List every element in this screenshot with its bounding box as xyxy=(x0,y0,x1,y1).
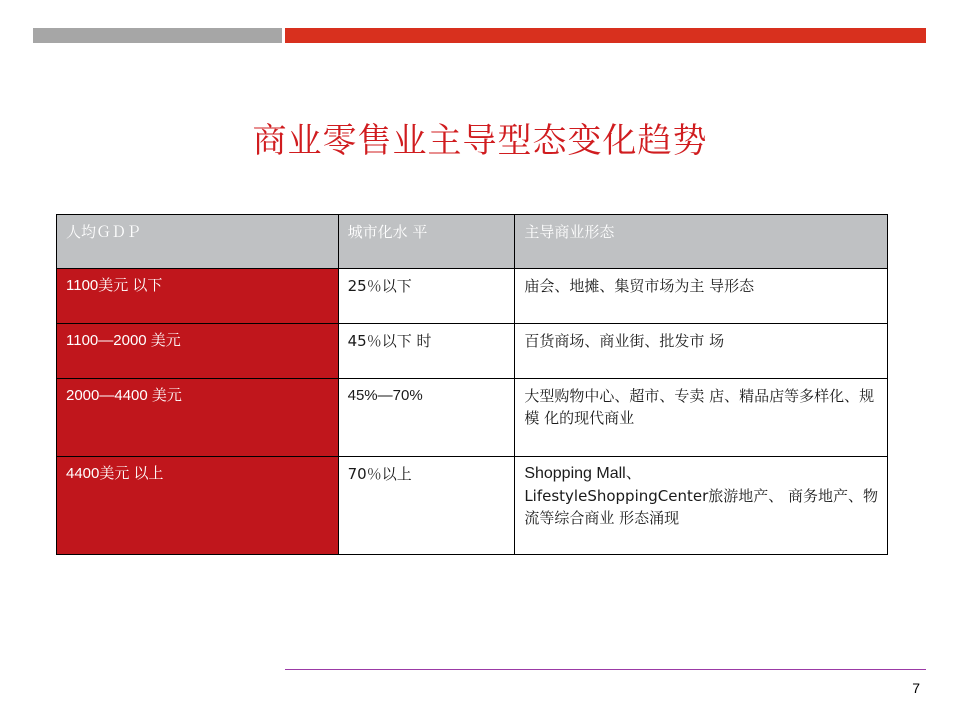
gdp-cell: 2000—4400 美元 xyxy=(57,379,339,457)
business-form-cell: 大型购物中心、超市、专卖 店、精品店等多样化、规模 化的现代商业 xyxy=(515,379,888,457)
retail-form-table xyxy=(56,214,888,555)
table-row xyxy=(57,379,888,457)
urbanization-cell: 70％以上 xyxy=(338,457,515,555)
business-form-cell xyxy=(515,457,888,555)
table-row xyxy=(57,324,888,379)
slide-title: 商业零售业主导型态变化趋势 xyxy=(252,121,708,161)
top-bar-gray xyxy=(33,28,282,43)
urbanization-cell: 45%—70% xyxy=(338,379,515,457)
footer-divider xyxy=(285,669,926,670)
gdp-cell: 1100—2000 美元 xyxy=(57,324,339,379)
business-form-cell: 百货商场、商业街、批发市 场 xyxy=(515,324,888,379)
business-form-line: Shopping Mall、 xyxy=(524,465,642,482)
table-header-row xyxy=(57,215,888,269)
business-form-cell: 庙会、地摊、集贸市场为主 导形态 xyxy=(515,269,888,324)
header-gdp: 人均ＧＤＰ xyxy=(57,215,339,269)
header-urbanization: 城市化水 平 xyxy=(338,215,515,269)
gdp-cell: 4400美元 以上 xyxy=(57,457,339,555)
urbanization-cell: 25％以下 xyxy=(338,269,515,324)
table-row xyxy=(57,457,888,555)
header-business-form: 主导商业形态 xyxy=(515,215,888,269)
business-form-line: LifestyleShoppingCenter旅游地产、 商务地产、物流等综合商业 形态涌现 xyxy=(524,487,879,527)
urbanization-cell: 45％以下 时 xyxy=(338,324,515,379)
gdp-cell: 1100美元 以下 xyxy=(57,269,339,324)
table-row xyxy=(57,269,888,324)
top-bar-red xyxy=(285,28,926,43)
page-number: 7 xyxy=(912,680,920,696)
